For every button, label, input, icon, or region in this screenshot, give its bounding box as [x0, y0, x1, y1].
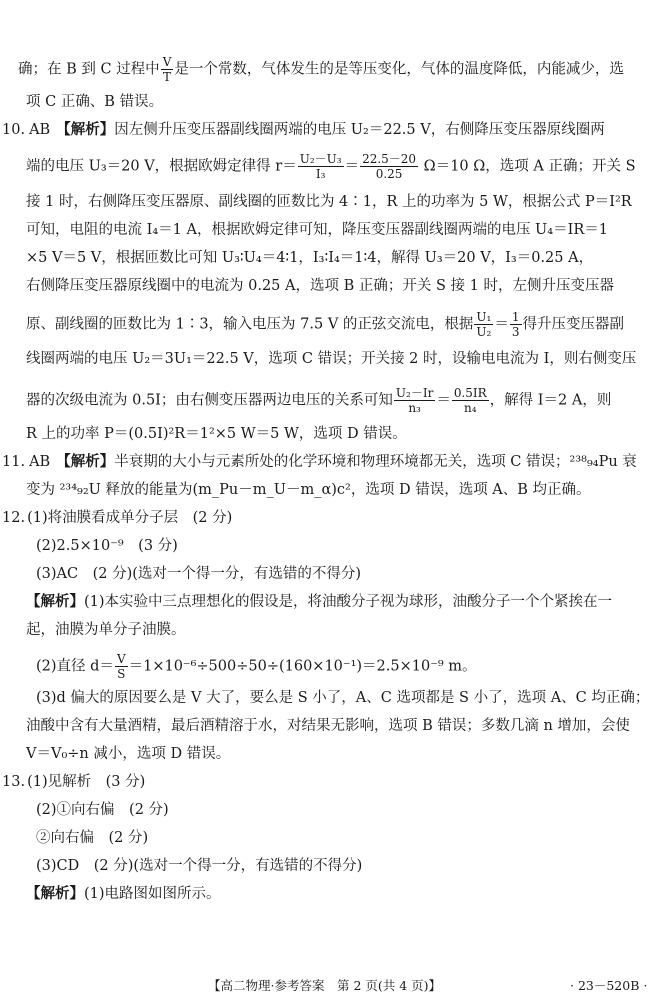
text-line — [26, 192, 632, 212]
text-line — [36, 688, 649, 708]
text-line — [26, 744, 230, 764]
text-line — [26, 220, 608, 240]
fraction — [394, 386, 435, 415]
text-line — [26, 276, 614, 296]
text-seg: 因左侧升压变压器副线圈两端的电压 U₂＝22.5 V，右侧降压变压器原线圈两 — [114, 122, 605, 138]
text-seg: 器的次级电流为 0.5I；由右侧变压器两边电压的关系可知 — [26, 392, 393, 409]
fraction — [474, 310, 493, 339]
text-seg: R 上的功率 P＝(0.5I)²R＝1²×5 W＝5 W，选项 D 错误。 — [26, 426, 407, 442]
text-seg: ＝ — [344, 158, 360, 175]
question-13 — [2, 772, 145, 792]
text-line — [26, 386, 611, 415]
text-line — [26, 310, 624, 339]
numerator: 1 — [511, 310, 520, 324]
text-line — [36, 564, 361, 584]
text-line — [26, 248, 593, 268]
text-seg: (3)AC (2 分)(选对一个得一分，有选错的不得分) — [36, 566, 362, 582]
text-line — [18, 55, 624, 84]
text-seg: 变为 ²³⁴₉₂U 释放的能量为(m_Pu－m_U－m_α)c²，选项 D 错误，选项 A、B 均正确。 — [26, 482, 591, 498]
denominator: T — [163, 70, 172, 84]
question-number: 11. — [2, 454, 26, 470]
text-line — [26, 349, 636, 369]
text-seg: (1)见解析 (3 分) — [27, 774, 146, 790]
text-seg: 半衰期的大小与元素所处的化学环境和物理环境都无关，选项 C 错误；²³⁸₉₄Pu 衰 — [114, 454, 637, 470]
text-seg: (2)①向右偏 (2 分) — [36, 802, 169, 818]
text-line — [36, 652, 477, 681]
text-seg: 右侧降压变压器原线圈中的电流为 0.25 A，选项 B 正确；开关 S 接 1 时，左侧升压变压器 — [26, 278, 614, 294]
text-line — [26, 592, 612, 612]
text-line — [36, 856, 362, 876]
numerator: U₁ — [476, 310, 492, 324]
numerator: U₂－U₃ — [299, 152, 342, 166]
text-line — [26, 620, 186, 640]
numerator: V — [162, 55, 172, 69]
text-seg: V＝V₀÷n 减小，选项 D 错误。 — [26, 746, 231, 762]
text-seg: 项 C 正确、B 错误。 — [26, 94, 164, 110]
denominator: n₃ — [408, 401, 421, 415]
question-10 — [2, 120, 605, 140]
text-seg: 确；在 B 到 C 过程中 — [18, 61, 160, 78]
text-line — [26, 884, 221, 904]
footer-page-info: 【高二物理·参考答案 第 2 页(共 4 页)】 — [208, 978, 442, 993]
numerator: V — [116, 652, 126, 666]
analysis-tag: 【解析】 — [56, 121, 115, 138]
denominator: 0.25 — [375, 167, 403, 181]
denominator: U₂ — [476, 325, 492, 339]
question-11 — [2, 452, 637, 472]
text-line — [26, 716, 630, 736]
text-seg: (1)电路图如图所示。 — [84, 886, 221, 902]
text-line — [26, 92, 163, 112]
text-seg: 端的电压 U₃＝20 V，根据欧姆定律得 r＝ — [26, 158, 297, 175]
text-seg: 得升压变压器副 — [522, 316, 624, 333]
fraction — [360, 152, 418, 181]
fraction — [115, 652, 128, 681]
analysis-tag: 【解析】 — [56, 453, 115, 470]
text-seg: (1)将油膜看成单分子层 (2 分) — [27, 510, 233, 526]
answer-key: AB — [29, 454, 51, 470]
denominator: n₄ — [463, 401, 477, 415]
text-seg: 油酸中含有大量酒精，最后酒精溶于水，对结果无影响，选项 B 错误；多数几滴 n 增加，会使 — [26, 718, 630, 734]
text-seg: (3)CD (2 分)(选对一个得一分，有选错的不得分) — [36, 858, 363, 874]
text-seg: Ω＝10 Ω，选项 A 正确；开关 S — [419, 158, 636, 175]
fraction — [298, 152, 344, 181]
numerator: 0.5IR — [453, 386, 487, 400]
text-line — [26, 424, 407, 444]
text-line — [36, 800, 169, 820]
analysis-tag: 【解析】 — [26, 593, 84, 610]
question-number: 10. — [2, 122, 26, 138]
fraction — [161, 55, 174, 84]
question-number: 13. — [2, 774, 26, 790]
text-seg: ＝ — [436, 392, 451, 409]
fraction — [510, 310, 522, 339]
text-seg: 线圈两端的电压 U₂＝3U₁＝22.5 V，选项 C 错误；开关接 2 时，设输电电流为 I，则右侧变压 — [26, 351, 637, 367]
text-seg: ②向右偏 (2 分) — [36, 830, 149, 846]
fraction — [452, 386, 489, 415]
text-seg: (2)直径 d＝ — [36, 658, 114, 675]
text-seg: ×5 V＝5 V，根据匝数比可知 U₃∶U₄＝4∶1，I₃∶I₄＝1∶4，解得 U₃＝20 V，I₃＝0.25 A， — [26, 250, 594, 266]
text-seg: 是一个常数，气体发生的是等压变化，气体的温度降低，内能减少，选 — [174, 61, 624, 78]
text-seg: ＝1×10⁻⁶÷500÷50÷(160×10⁻¹)＝2.5×10⁻⁹ m。 — [128, 658, 477, 675]
answer-key: AB — [29, 122, 51, 138]
text-line — [36, 536, 178, 556]
text-seg: 可知，电阻的电流 I₄＝1 A，根据欧姆定律可知，降压变压器副线圈两端的电压 U₄＝IR＝1 — [26, 222, 608, 238]
text-seg: (3)d 偏大的原因要么是 V 大了，要么是 S 小了，A、C 选项都是 S 小了，选项 A、C 均正确； — [36, 690, 650, 706]
text-seg: 接 1 时，右侧降压变压器原、副线圈的匝数比为 4∶1，R 上的功率为 5 W，根据公式 P＝I²R — [26, 194, 632, 210]
denominator: S — [117, 667, 126, 681]
footer-code: · 23－520B · — [570, 978, 648, 993]
text-line — [26, 480, 591, 500]
text-line — [36, 828, 148, 848]
text-seg: (2)2.5×10⁻⁹ (3 分) — [36, 538, 178, 554]
text-seg: (1)本实验中三点理想化的假设是，将油酸分子视为球形，油酸分子一个个紧挨在一 — [84, 594, 613, 610]
denominator: 3 — [511, 325, 520, 339]
text-seg: 原、副线圈的匝数比为 1∶3，输入电压为 7.5 V 的正弦交流电，根据 — [26, 316, 474, 333]
denominator: I₃ — [315, 167, 326, 181]
text-line — [26, 152, 636, 181]
text-seg: 起，油膜为单分子油膜。 — [26, 622, 186, 638]
numerator: U₂－Ir — [395, 386, 434, 400]
text-seg: ＝ — [494, 316, 509, 333]
analysis-tag: 【解析】 — [26, 885, 84, 902]
question-number: 12. — [2, 510, 26, 526]
question-12 — [2, 508, 232, 528]
numerator: 22.5－20 — [362, 152, 417, 166]
text-seg: ，解得 I＝2 A，则 — [489, 392, 612, 409]
